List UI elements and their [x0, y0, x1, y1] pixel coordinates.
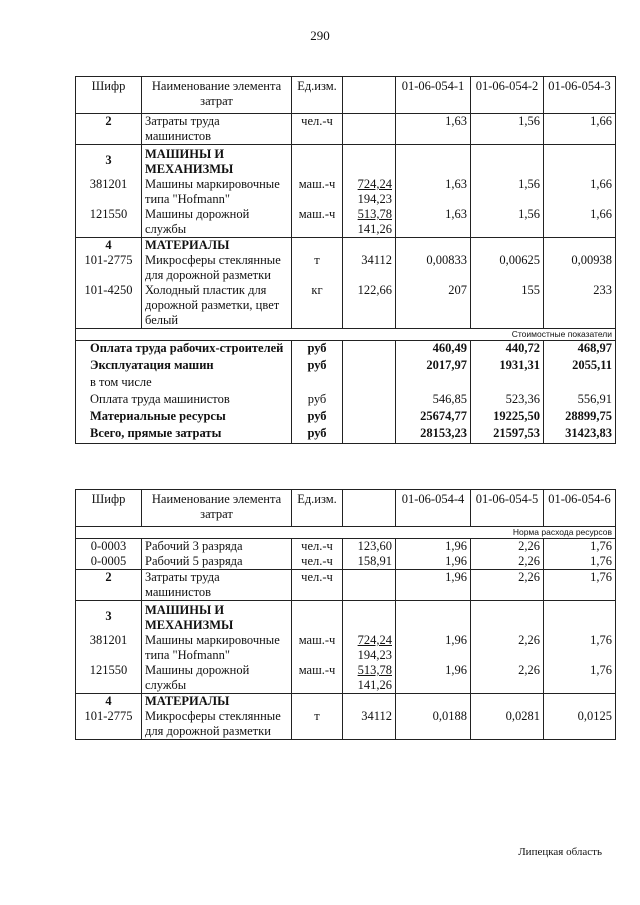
row-name: Микросферы стеклянные для дорожной разметки: [142, 709, 292, 740]
row-value-1: 0,0188: [396, 709, 471, 740]
row-name: Машины маркировочные типа "Hofmann": [142, 177, 292, 207]
col-header-code-2: 01-06-054-2: [471, 77, 544, 114]
row-name: Рабочий 5 разряда: [142, 554, 292, 570]
row-code: 101-4250: [76, 283, 142, 329]
resource-table-1: [75, 76, 616, 444]
row-name: Затраты труда машинистов: [142, 114, 292, 145]
summary-value-1: 2017,97: [396, 358, 471, 375]
summary-value-2: 1931,31: [471, 358, 544, 375]
row-value-1: 1,63: [396, 114, 471, 145]
row-unit: маш.-ч: [292, 177, 343, 207]
row-value-2: 2,26: [471, 570, 544, 601]
row-value-2: 155: [471, 283, 544, 329]
col-header-unit: Ед.изм.: [292, 77, 343, 114]
col-header-name: Наименование элемента затрат: [142, 490, 292, 527]
row-price: [343, 114, 396, 145]
row-value-2: 0,0281: [471, 709, 544, 740]
table-row: [76, 709, 616, 740]
summary-value-2: 440,72: [471, 341, 544, 359]
row-name: МАШИНЫ И МЕХАНИЗМЫ: [142, 601, 292, 634]
table-header-row: [76, 77, 616, 114]
row-value-2: 2,26: [471, 633, 544, 663]
row-price: 513,78: [357, 207, 392, 221]
table-row: [76, 554, 616, 570]
row-value-1: 1,96: [396, 663, 471, 694]
row-value-3: 233: [544, 283, 616, 329]
summary-value-1: 28153,23: [396, 426, 471, 444]
row-value-2: 0,00625: [471, 253, 544, 283]
summary-value-1: 460,49: [396, 341, 471, 359]
table-row: [76, 253, 616, 283]
footer-region-label: Липецкая область: [518, 846, 602, 858]
row-name: Холодный пластик для дорожной разметки, цвет белый: [142, 283, 292, 329]
row-value-3: 1,66: [544, 177, 616, 207]
table-row: [76, 145, 616, 178]
band-row: [76, 329, 616, 341]
band-label: Стоимостные показатели: [76, 329, 616, 341]
row-code: 2: [76, 114, 142, 145]
row-value-3: 1,76: [544, 633, 616, 663]
summary-row: [76, 358, 616, 375]
col-header-name: Наименование элемента затрат: [142, 77, 292, 114]
table-row: [76, 694, 616, 710]
page-number: 290: [310, 28, 330, 43]
row-name: МАТЕРИАЛЫ: [142, 694, 292, 710]
row-unit: чел.-ч: [292, 570, 343, 601]
summary-unit: руб: [292, 341, 343, 359]
row-value-2: 2,26: [471, 554, 544, 570]
row-name: МАТЕРИАЛЫ: [142, 238, 292, 254]
row-value-3: 1,76: [544, 539, 616, 555]
row-code: 101-2775: [76, 253, 142, 283]
row-unit: чел.-ч: [292, 539, 343, 555]
row-price: 513,78: [357, 663, 392, 677]
summary-unit: руб: [292, 358, 343, 375]
row-unit: т: [292, 709, 343, 740]
row-value-1: 1,96: [396, 633, 471, 663]
table-row: [76, 177, 616, 207]
summary-value-3: 556,91: [544, 392, 616, 409]
row-value-3: 1,66: [544, 114, 616, 145]
row-value-2: 2,26: [471, 539, 544, 555]
summary-unit: руб: [292, 392, 343, 409]
summary-value-1: 546,85: [396, 392, 471, 409]
summary-name: Материальные ресурсы: [76, 409, 292, 426]
row-value-1: 1,63: [396, 177, 471, 207]
band-label: Норма расхода ресурсов: [76, 527, 616, 539]
row-value-2: 1,56: [471, 177, 544, 207]
row-value-3: 1,76: [544, 554, 616, 570]
summary-row: [76, 341, 616, 359]
table-row: [76, 238, 616, 254]
row-code: 2: [76, 570, 142, 601]
row-code: 381201: [76, 633, 142, 663]
row-value-1: 1,96: [396, 554, 471, 570]
table-row: [76, 283, 616, 329]
col-header-unit: Ед.изм.: [292, 490, 343, 527]
row-value-3: 1,76: [544, 663, 616, 694]
row-value-1: 207: [396, 283, 471, 329]
summary-name: в том числе: [76, 375, 292, 392]
row-value-1: 0,00833: [396, 253, 471, 283]
summary-value-3: 468,97: [544, 341, 616, 359]
summary-name: Всего, прямые затраты: [76, 426, 292, 444]
summary-row: [76, 375, 616, 392]
row-wage: 141,26: [357, 678, 392, 692]
row-value-1: 1,63: [396, 207, 471, 238]
summary-value-2: 21597,53: [471, 426, 544, 444]
table-row: [76, 539, 616, 555]
table-row: [76, 207, 616, 238]
row-value-1: 1,96: [396, 570, 471, 601]
row-unit: т: [292, 253, 343, 283]
row-name: МАШИНЫ И МЕХАНИЗМЫ: [142, 145, 292, 178]
row-name: Микросферы стеклянные для дорожной разметки: [142, 253, 292, 283]
row-name: Рабочий 3 разряда: [142, 539, 292, 555]
row-name: Машины маркировочные типа "Hofmann": [142, 633, 292, 663]
row-unit: маш.-ч: [292, 633, 343, 663]
row-code: 4: [76, 238, 142, 254]
summary-unit: руб: [292, 409, 343, 426]
table-row: [76, 570, 616, 601]
col-header-code-1: 01-06-054-1: [396, 77, 471, 114]
row-price: 34112: [343, 253, 396, 283]
row-price: 158,91: [343, 554, 396, 570]
row-wage: 194,23: [357, 192, 392, 206]
summary-value-3: 31423,83: [544, 426, 616, 444]
row-code: 121550: [76, 207, 142, 238]
summary-value-2: 19225,50: [471, 409, 544, 426]
table-row: [76, 633, 616, 663]
row-price: 724,24: [357, 177, 392, 191]
summary-value-3: 28899,75: [544, 409, 616, 426]
row-code: 381201: [76, 177, 142, 207]
band-row: [76, 527, 616, 539]
row-wage: 194,23: [357, 648, 392, 662]
col-header-code-6: 01-06-054-6: [544, 490, 616, 527]
row-value-2: 1,56: [471, 207, 544, 238]
row-code: 3: [76, 601, 142, 634]
row-value-1: 1,96: [396, 539, 471, 555]
row-price: 122,66: [343, 283, 396, 329]
summary-name: Эксплуатация машин: [76, 358, 292, 375]
table-row: [76, 601, 616, 634]
row-value-3: 1,66: [544, 207, 616, 238]
row-value-3: 0,0125: [544, 709, 616, 740]
col-header-code-5: 01-06-054-5: [471, 490, 544, 527]
row-value-3: 1,76: [544, 570, 616, 601]
row-code: 4: [76, 694, 142, 710]
row-price: 724,24: [357, 633, 392, 647]
resource-table-2: [75, 489, 616, 740]
summary-value-1: 25674,77: [396, 409, 471, 426]
table-row: [76, 114, 616, 145]
col-header-code: Шифр: [76, 77, 142, 114]
row-wage: 141,26: [357, 222, 392, 236]
row-code: 0-0003: [76, 539, 142, 555]
row-name: Машины дорожной службы: [142, 663, 292, 694]
col-header-price: [343, 490, 396, 527]
summary-value-3: 2055,11: [544, 358, 616, 375]
summary-value-2: 523,36: [471, 392, 544, 409]
col-header-price: [343, 77, 396, 114]
row-value-2: 1,56: [471, 114, 544, 145]
row-code: 121550: [76, 663, 142, 694]
row-value-2: 2,26: [471, 663, 544, 694]
col-header-code-3: 01-06-054-3: [544, 77, 616, 114]
row-code: 3: [76, 145, 142, 178]
summary-row: [76, 426, 616, 444]
row-unit: чел.-ч: [292, 554, 343, 570]
summary-row: [76, 409, 616, 426]
row-name: Затраты труда машинистов: [142, 570, 292, 601]
row-unit: кг: [292, 283, 343, 329]
row-code: 0-0005: [76, 554, 142, 570]
summary-row: [76, 392, 616, 409]
table-row: [76, 663, 616, 694]
row-unit: чел.-ч: [292, 114, 343, 145]
table-header-row: [76, 490, 616, 527]
row-price: 123,60: [343, 539, 396, 555]
summary-name: Оплата труда рабочих-строителей: [76, 341, 292, 359]
row-name: Машины дорожной службы: [142, 207, 292, 238]
row-unit: маш.-ч: [292, 207, 343, 238]
row-price: 34112: [343, 709, 396, 740]
col-header-code: Шифр: [76, 490, 142, 527]
summary-name: Оплата труда машинистов: [76, 392, 292, 409]
col-header-code-4: 01-06-054-4: [396, 490, 471, 527]
row-unit: маш.-ч: [292, 663, 343, 694]
summary-unit: руб: [292, 426, 343, 444]
row-code: 101-2775: [76, 709, 142, 740]
row-value-3: 0,00938: [544, 253, 616, 283]
